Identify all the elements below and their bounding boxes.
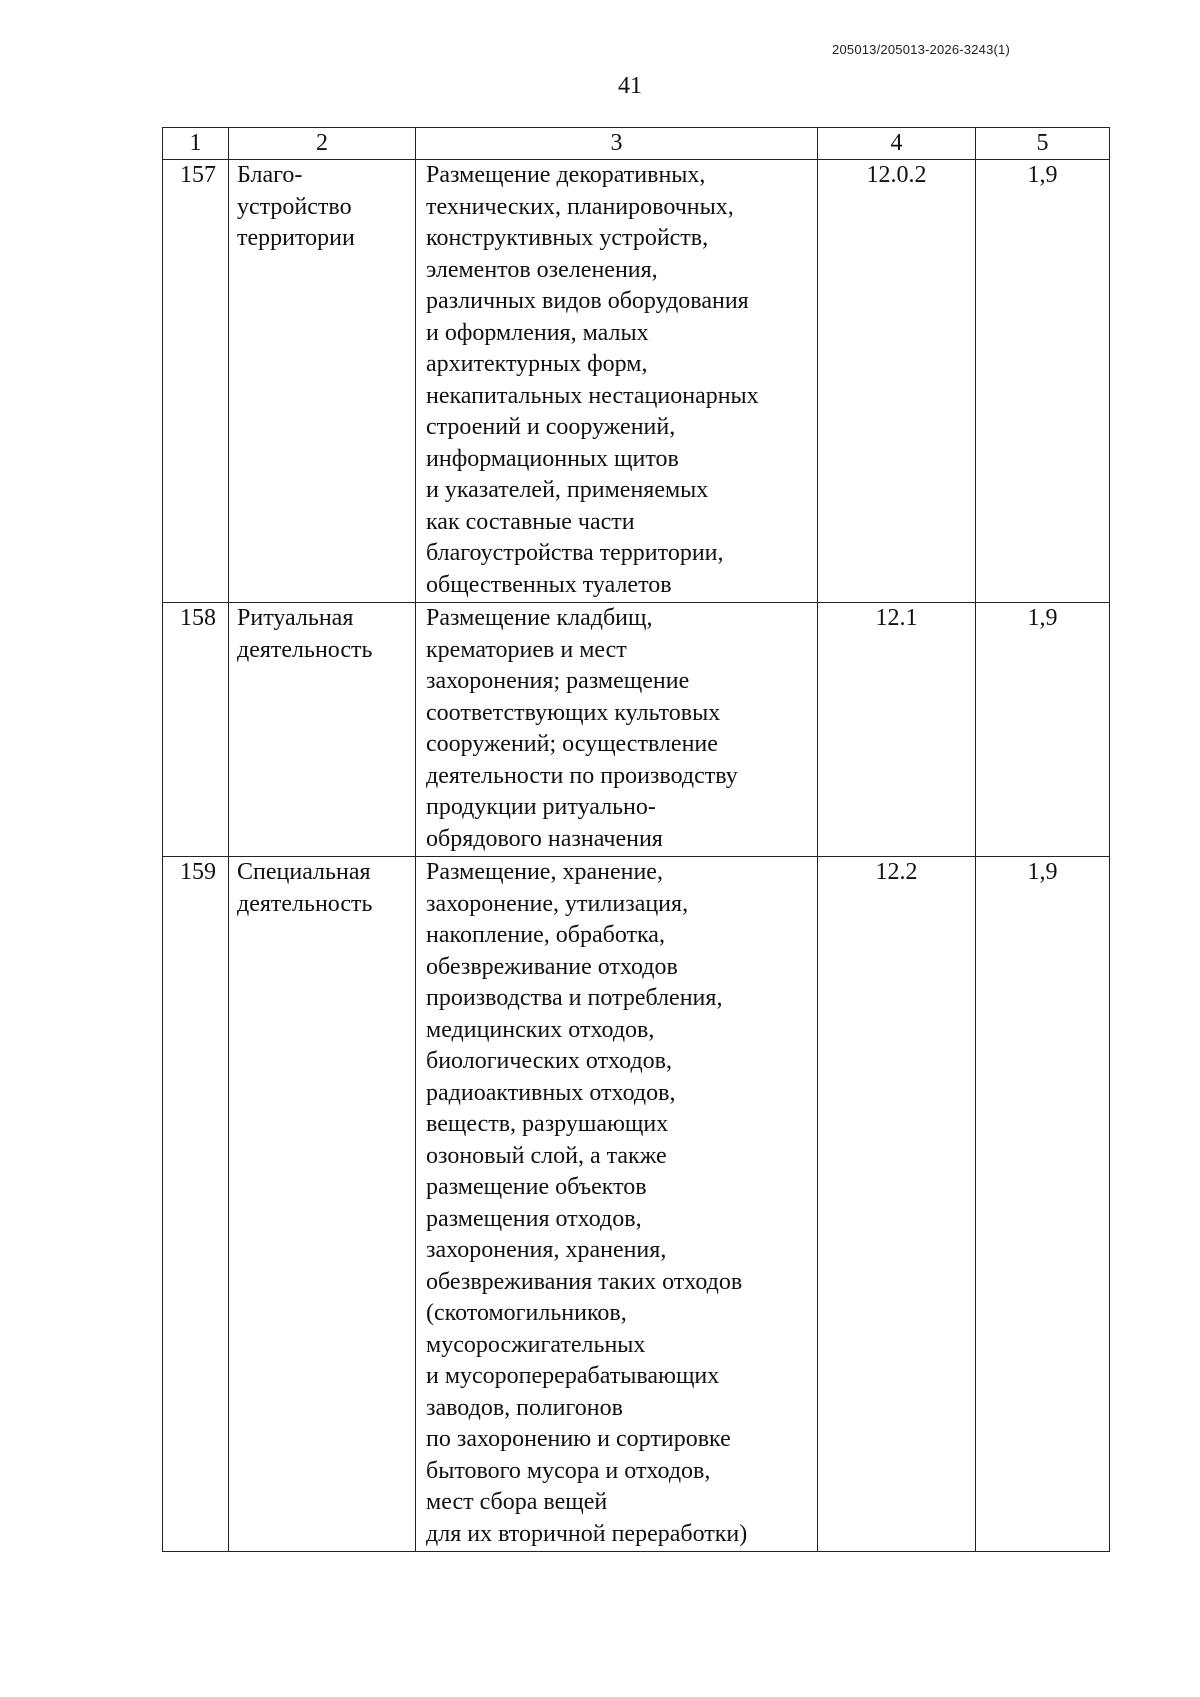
coefficient-value: 1,9 bbox=[976, 603, 1110, 857]
column-header-2: 2 bbox=[229, 128, 416, 160]
column-header-5: 5 bbox=[976, 128, 1110, 160]
table-row bbox=[163, 603, 1110, 857]
land-use-description: Размещение кладбищ, крематориев и мест захоронения; размещение соответствующих культовых сооружений; осуществление деятельности по производству продукции ритуально- обрядового назначения bbox=[416, 603, 818, 857]
land-use-code: 12.2 bbox=[818, 857, 976, 1552]
land-use-name: Ритуальная деятельность bbox=[229, 603, 416, 857]
document-id: 205013/205013-2026-3243(1) bbox=[832, 42, 1010, 57]
column-header-3: 3 bbox=[416, 128, 818, 160]
land-use-description: Размещение декоративных, технических, планировочных, конструктивных устройств, элементов озеленения, различных видов оборудования и оформления, малых архитектурных форм, некапитальных нестационарных строений и сооружений, информационных щитов и указателей, применяемых как составные части благоустройства территории, общественных туалетов bbox=[416, 160, 818, 603]
land-use-table bbox=[162, 127, 1110, 1552]
table-row bbox=[163, 857, 1110, 1552]
row-number: 157 bbox=[163, 160, 229, 603]
land-use-code: 12.1 bbox=[818, 603, 976, 857]
column-header-1: 1 bbox=[163, 128, 229, 160]
column-number-header-row bbox=[163, 128, 1110, 160]
table-row bbox=[163, 160, 1110, 603]
land-use-name: Специальная деятельность bbox=[229, 857, 416, 1552]
coefficient-value: 1,9 bbox=[976, 160, 1110, 603]
row-number: 159 bbox=[163, 857, 229, 1552]
column-header-4: 4 bbox=[818, 128, 976, 160]
land-use-code: 12.0.2 bbox=[818, 160, 976, 603]
coefficient-value: 1,9 bbox=[976, 857, 1110, 1552]
row-number: 158 bbox=[163, 603, 229, 857]
land-use-name: Благо- устройство территории bbox=[229, 160, 416, 603]
land-use-description: Размещение, хранение, захоронение, утилизация, накопление, обработка, обезвреживание отходов производства и потребления, медицинских отходов, биологических отходов, радиоактивных отходов, веществ, разрушающих озоновый слой, а также размещение объектов размещения отходов, захоронения, хранения, обезвреживания таких отходов (скотомогильников, мусоросжигательных и мусороперерабатывающих заводов, полигонов по захоронению и сортировке бытового мусора и отходов, мест сбора вещей для их вторичной переработки) bbox=[416, 857, 818, 1552]
page-number: 41 bbox=[618, 73, 642, 99]
